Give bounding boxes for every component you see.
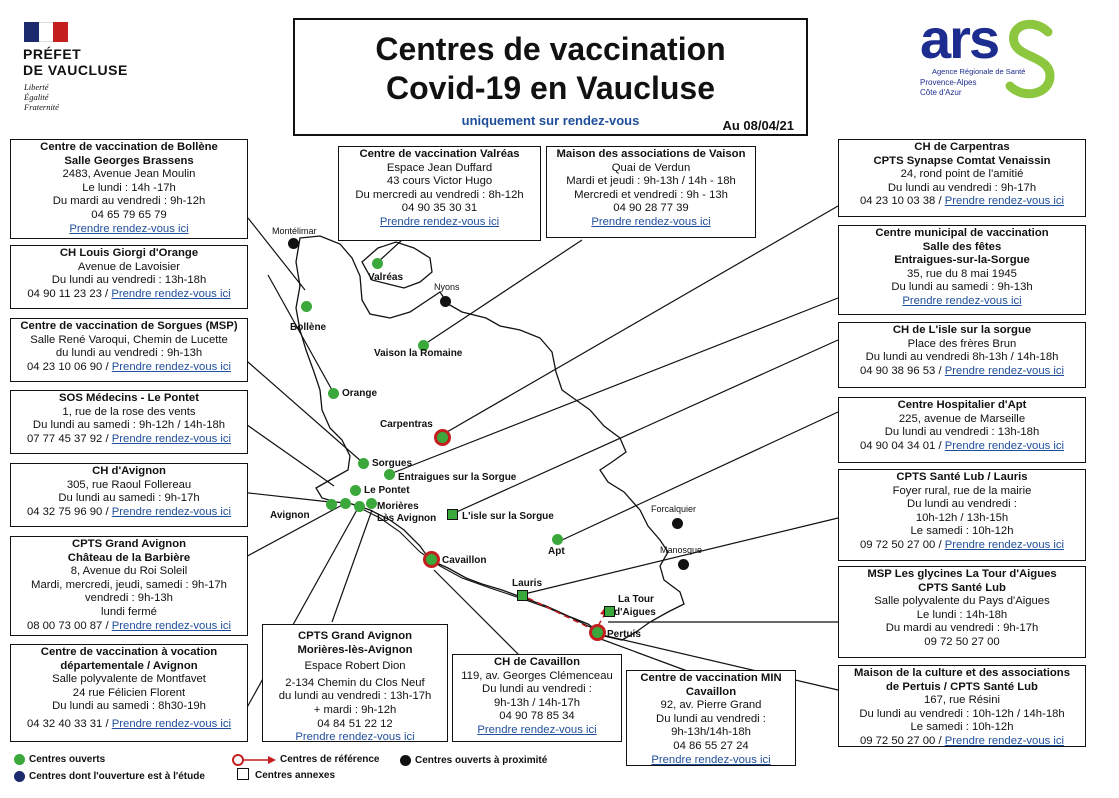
reference-marker-cavaillon [423, 551, 440, 568]
legend-nearby: Centres ouverts à proximité [415, 755, 548, 766]
box-line: Salle polyvalente du Pays d'Aigues [874, 595, 1050, 608]
box-line: 2-134 Chemin du Clos Neuf [285, 676, 425, 689]
box-line: Le lundi : 14h -17h [82, 181, 176, 194]
motto-fraternite: Fraternité [24, 102, 59, 112]
appointment-link[interactable]: Prendre rendez-vous ici [591, 215, 711, 228]
town-vaison: Vaison la Romaine [374, 348, 463, 359]
motto-liberte: Liberté [24, 82, 49, 92]
town-cavaillon: Cavaillon [442, 555, 487, 566]
box-title: SOS Médecins - Le Pontet [59, 392, 199, 404]
box-line: 225, avenue de Marseille [898, 412, 1026, 425]
box-phone: 04 32 40 33 31 / [26, 717, 112, 730]
appointment-link[interactable]: Prendre rendez-vous ici [111, 619, 232, 632]
ars-name: Agence Régionale de Santé [932, 67, 1026, 76]
appointment-link[interactable]: Prendre rendez-vous ici [69, 222, 189, 235]
box-min-cavaillon [626, 670, 796, 766]
box-title: Morières-lès-Avignon [297, 643, 413, 656]
box-line: Mercredi et vendredi : 9h - 13h [574, 188, 728, 201]
box-line: Du mardi au vendredi : 9h-17h [885, 622, 1039, 635]
legend-reference: Centres de référence [280, 754, 380, 765]
appointment-link[interactable]: Prendre rendez-vous ici [944, 364, 1065, 377]
reference-marker-pertuis [589, 624, 606, 641]
box-title: Centre de vaccination de Sorgues (MSP) [20, 320, 238, 332]
town-bollene: Bollène [290, 322, 327, 333]
box-ch-avignon [10, 463, 248, 527]
box-line: Du lundi au vendredi : 9h-17h [887, 181, 1037, 194]
box-line: 04 90 35 30 31 [401, 202, 478, 215]
box-line: Espace Jean Duffard [386, 161, 493, 174]
box-line: Du lundi au samedi : 9h-17h [58, 492, 200, 505]
box-title: CH d'Avignon [92, 465, 166, 477]
box-ch-cavaillon [452, 654, 622, 742]
box-title: Centre de vaccination Valréas [359, 148, 520, 160]
appointment-link[interactable]: Prendre rendez-vous ici [944, 439, 1065, 452]
town-valreas: Valréas [368, 272, 404, 283]
open-marker-entraigues [384, 469, 395, 480]
box-title: Centre Hospitalier d'Apt [897, 399, 1027, 411]
box-line: Avenue de Lavoisier [77, 260, 181, 273]
box-bollene [10, 139, 248, 239]
box-isle-sorgue [838, 322, 1086, 388]
open-marker-avignon-1 [326, 499, 337, 510]
marianne-logo [24, 22, 68, 42]
town-la-tour-1: La Tour [618, 594, 654, 605]
legend-annex-square [237, 768, 249, 780]
box-title: Salle Georges Brassens [64, 154, 194, 167]
ars-logo [920, 7, 1060, 104]
nearby-marker-forcalquier [672, 518, 683, 529]
town-les-avignon: Lès Avignon [377, 513, 437, 524]
box-line: 24, rond point de l'amitié [900, 168, 1024, 181]
box-apt [838, 397, 1086, 463]
town-morieres: Morières [377, 501, 419, 512]
box-phone: 04 90 38 96 53 / [859, 364, 945, 377]
legend-study: Centres dont l'ouverture est à l'étude [29, 771, 205, 782]
nearby-marker-nyons [440, 296, 451, 307]
box-title: Entraigues-sur-la-Sorgue [894, 254, 1030, 267]
box-phone: 04 23 10 06 90 / [26, 360, 112, 373]
open-marker-avignon-3 [354, 501, 365, 512]
legend-annex: Centres annexes [255, 770, 336, 781]
box-line: 10h-12h / 13h-15h [915, 511, 1009, 524]
page-date: Au 08/04/21 [722, 118, 794, 133]
box-line: Le samedi : 10h-12h [910, 525, 1014, 538]
appointment-link[interactable]: Prendre rendez-vous ici [111, 360, 232, 373]
appointment-link[interactable]: Prendre rendez-vous ici [111, 432, 232, 445]
appointment-link[interactable]: Prendre rendez-vous ici [111, 717, 232, 730]
box-title: Cavaillon [685, 685, 737, 698]
open-marker-morieres [366, 498, 377, 509]
box-barbiere [10, 536, 248, 636]
open-marker-avignon-2 [340, 498, 351, 509]
prefet-line2: DE VAUCLUSE [23, 62, 128, 78]
box-phone: 04 32 75 96 90 / [26, 505, 112, 518]
box-pertuis [838, 665, 1086, 747]
box-title: Salle des fêtes [922, 240, 1002, 253]
box-orange [10, 245, 248, 309]
open-marker-bollene [301, 301, 312, 312]
box-line: 1, rue de la rose des vents [62, 405, 196, 418]
box-line: Espace Robert Dion [304, 660, 406, 673]
appointment-link[interactable]: Prendre rendez-vous ici [651, 753, 771, 766]
box-line: Du lundi au vendredi : 13h-18h [884, 426, 1040, 439]
motto-egalite: Égalité [24, 92, 49, 102]
box-sos-medecins [10, 390, 248, 454]
legend-open: Centres ouverts [29, 754, 106, 765]
box-lauris [838, 469, 1086, 561]
box-phone: 08 00 73 00 87 / [26, 619, 112, 632]
box-phone: 04 90 11 23 23 / [27, 287, 112, 300]
appointment-link[interactable]: Prendre rendez-vous ici [295, 731, 415, 742]
box-montfavet [10, 644, 248, 742]
town-forcalquier: Forcalquier [651, 504, 697, 514]
box-phone: 07 77 45 37 92 / [26, 432, 112, 445]
open-marker-orange [328, 388, 339, 399]
nearby-marker-manosque [678, 559, 689, 570]
prefet-line1: PRÉFET [23, 46, 82, 62]
box-title: Château de la Barbière [67, 551, 191, 564]
box-line: 8, Avenue du Roi Soleil [70, 565, 188, 578]
town-carpentras: Carpentras [380, 419, 433, 430]
open-marker-apt [552, 534, 563, 545]
box-line: Du lundi au vendredi 8h-13h / 14h-18h [865, 351, 1059, 364]
box-line: 119, av. Georges Clémenceau [461, 669, 613, 682]
box-line: 04 90 78 85 34 [499, 710, 575, 723]
box-line: Du lundi au vendredi : [907, 498, 1017, 511]
box-line: 305, rue Raoul Follereau [66, 478, 192, 491]
box-line: Du lundi au vendredi : 10h-12h / 14h-18h [859, 707, 1065, 720]
box-line: Foyer rural, rue de la mairie [892, 484, 1032, 497]
box-line: vendredi : 9h-13h [85, 592, 173, 605]
appointment-link[interactable]: Prendre rendez-vous ici [944, 734, 1065, 747]
box-sorgues [10, 318, 248, 382]
box-line: Le samedi : 10h-12h [910, 721, 1014, 734]
box-title: CH de Cavaillon [493, 656, 580, 668]
box-line: lundi fermé [101, 605, 157, 618]
box-title: Maison des associations de Vaison [556, 148, 746, 160]
town-sorgues: Sorgues [372, 458, 413, 469]
town-orange: Orange [342, 388, 378, 399]
appointment-link[interactable]: Prendre rendez-vous ici [902, 294, 1022, 307]
box-title: CPTS Synapse Comtat Venaissin [873, 154, 1051, 167]
box-line: Place des frères Brun [907, 337, 1017, 350]
box-line: 04 86 55 27 24 [673, 739, 749, 752]
open-marker-sorgues [358, 458, 369, 469]
town-manosque: Manosque [660, 545, 703, 555]
title-box [293, 18, 808, 136]
town-lauris: Lauris [512, 578, 543, 589]
town-avignon: Avignon [270, 510, 310, 521]
box-title: Maison de la culture et des associations [854, 667, 1070, 679]
box-line: Du lundi au samedi : 9h-13h [891, 281, 1033, 294]
box-line: 04 90 28 77 39 [613, 202, 689, 215]
box-line: 04 84 51 22 12 [317, 717, 393, 730]
reference-marker-carpentras [434, 429, 451, 446]
box-line: 35, rue du 8 mai 1945 [907, 267, 1017, 280]
box-line: Du mardi au vendredi : 9h-12h [52, 195, 206, 208]
box-title: CH de Carpentras [914, 141, 1010, 153]
box-title: Centre municipal de vaccination [875, 227, 1049, 239]
page-title-line1: Centres de vaccination [375, 31, 726, 67]
vaucluse-outline [296, 236, 684, 640]
box-title: CH Louis Giorgi d'Orange [59, 247, 199, 259]
box-title: Centre de vaccination de Bollène [40, 141, 218, 153]
box-phone: 04 90 04 34 01 / [859, 439, 945, 452]
box-title: Centre de vaccination à vocation [40, 646, 218, 658]
box-la-tour-aigues [838, 566, 1086, 658]
republic-motto [24, 82, 59, 112]
box-line: Salle René Varoqui, Chemin de Lucette [30, 333, 228, 346]
box-title: CPTS Santé Lub / Lauris [896, 471, 1028, 483]
box-phone: 09 72 50 27 00 / [859, 734, 945, 747]
appointment-link[interactable]: Prendre rendez-vous ici [944, 195, 1065, 208]
box-line: 2483, Avenue Jean Moulin [62, 168, 196, 181]
box-line: 9h-13h / 14h-17h [493, 696, 581, 709]
ars-region2: Côte d'Azur [920, 88, 962, 97]
page-title-line2: Covid-19 en Vaucluse [385, 70, 715, 106]
box-line: 167, rue Résini [924, 694, 1000, 707]
box-carpentras [838, 139, 1086, 217]
appointment-link[interactable]: Prendre rendez-vous ici [944, 538, 1065, 551]
box-line: Du mercredi au vendredi : 8h-12h [355, 188, 524, 201]
appointment-link[interactable]: Prendre rendez-vous ici [111, 505, 232, 518]
appointment-link[interactable]: Prendre rendez-vous ici [477, 723, 597, 736]
box-morieres [262, 624, 448, 742]
appointment-link[interactable]: Prendre rendez-vous ici [111, 287, 231, 300]
box-line: Du lundi au vendredi : [656, 712, 766, 725]
town-le-pontet: Le Pontet [364, 485, 410, 496]
box-title: MSP Les glycines La Tour d'Aigues [867, 568, 1057, 580]
town-apt: Apt [548, 546, 565, 557]
box-line: du lundi au vendredi : 9h-13h [55, 347, 203, 360]
box-entraigues [838, 225, 1086, 315]
legend-open-dot [14, 754, 25, 765]
legend-study-dot [14, 771, 25, 782]
box-line: Quai de Verdun [611, 161, 691, 174]
ars-s-icon [1004, 18, 1060, 102]
box-line: 24 rue Félicien Florent [72, 686, 186, 699]
box-line: 04 65 79 65 79 [91, 208, 167, 221]
box-title: de Pertuis / CPTS Santé Lub [886, 680, 1038, 693]
box-line: Le lundi : 14h-18h [916, 608, 1008, 621]
open-marker-le-pontet [350, 485, 361, 496]
box-line: du lundi au vendredi : 13h-17h [278, 690, 432, 703]
page-subtitle: uniquement sur rendez-vous [461, 113, 640, 128]
box-line: 43 cours Victor Hugo [386, 175, 493, 188]
box-valreas [338, 146, 541, 241]
box-line: Du lundi au vendredi : [482, 683, 592, 696]
box-line: + mardi : 9h-12h [313, 703, 397, 716]
box-vaison [546, 146, 756, 238]
box-line: Du lundi au samedi : 9h-12h / 14h-18h [32, 419, 226, 432]
box-line: Du lundi au samedi : 8h30-19h [52, 700, 206, 713]
box-line: 9h-13h/14h-18h [671, 726, 751, 739]
ars-region1: Provence-Alpes [920, 78, 977, 87]
annex-marker-lauris [517, 590, 528, 601]
ars-logo-text: ars [920, 7, 999, 70]
town-pertuis: Pertuis [607, 629, 641, 640]
box-line: Du lundi au vendredi : 13h-18h [51, 274, 207, 287]
box-line: 09 72 50 27 00 [924, 635, 1000, 648]
town-nyons: Nyons [434, 282, 460, 292]
annex-marker-isle [447, 509, 458, 520]
legend-arrow-head [268, 756, 276, 764]
legend-nearby-dot [400, 755, 411, 766]
box-title: Centre de vaccination MIN [640, 672, 782, 684]
town-la-tour-2: d'Aigues [614, 607, 656, 618]
town-montelimar: Montélimar [272, 226, 317, 236]
box-title: CPTS Grand Avignon [71, 538, 187, 550]
open-marker-valreas [372, 258, 383, 269]
box-phone: 04 23 10 03 38 / [859, 195, 945, 208]
box-title: CPTS Grand Avignon [297, 630, 413, 642]
nearby-marker-montelimar [288, 238, 299, 249]
box-title: CPTS Santé Lub [918, 581, 1006, 594]
box-line: Mardi et jeudi : 9h-13h / 14h - 18h [566, 175, 736, 188]
box-line: Salle polyvalente de Montfavet [52, 673, 206, 686]
box-line: 92, av. Pierre Grand [660, 699, 762, 712]
box-phone: 09 72 50 27 00 / [859, 538, 945, 551]
box-title: départementale / Avignon [60, 659, 198, 672]
town-isle-sorgue: L'isle sur la Sorgue [462, 511, 554, 522]
box-line: Mardi, mercredi, jeudi, samedi : 9h-17h [31, 578, 227, 591]
appointment-link[interactable]: Prendre rendez-vous ici [379, 215, 500, 228]
box-title: CH de L'isle sur la sorgue [892, 324, 1032, 336]
legend-reference-ring [232, 754, 244, 766]
town-entraigues: Entraigues sur la Sorgue [398, 472, 517, 483]
